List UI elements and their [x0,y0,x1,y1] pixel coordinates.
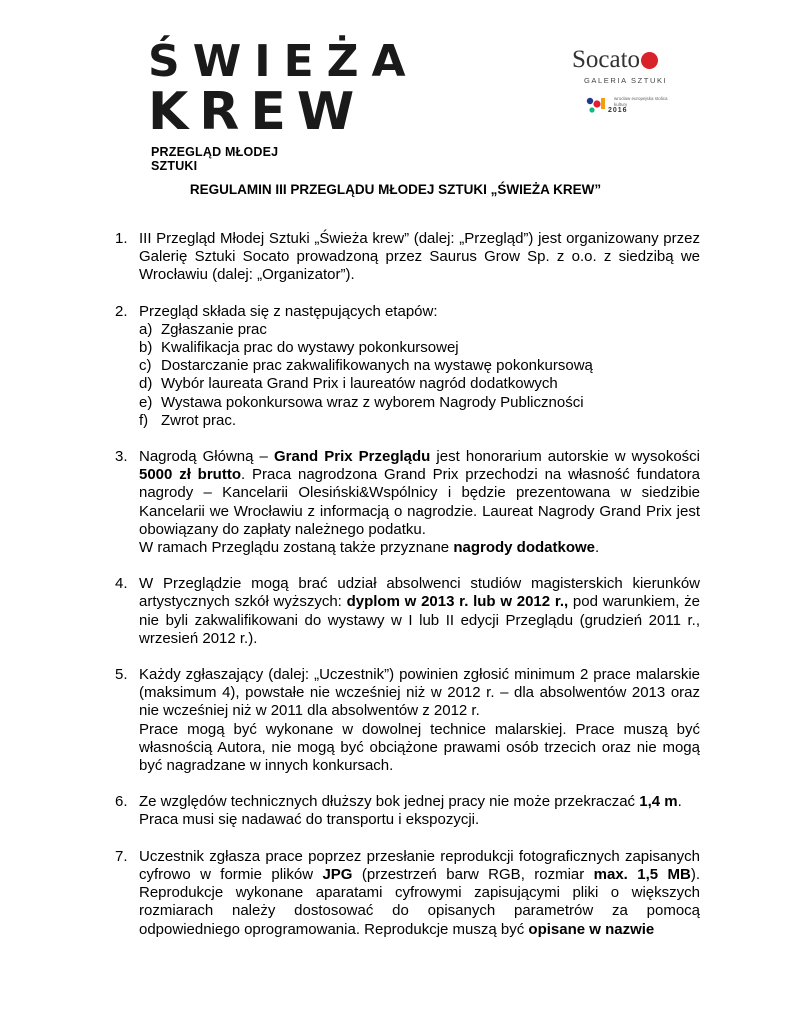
socato-subtitle: GALERIA SZTUKI [584,76,668,85]
stage-text: Wystawa pokonkursowa wraz z wyborem Nagrody Publiczności [161,393,584,411]
naming-emphasis: opisane w nazwie [528,920,655,938]
stage-letter: a) [139,320,153,338]
file-format: JPG [322,865,353,883]
max-size: 1,4 m [639,793,678,811]
stage-text: Zgłaszanie prac [161,320,267,338]
stage-text: Kwalifikacja prac do wystawy pokonkursowej [161,339,459,357]
stage-letter: e) [139,393,153,411]
stage-item [139,357,700,375]
rule-number: 2. [115,302,128,320]
stage-letter: c) [139,357,152,375]
ecok-mark-icon [586,95,608,115]
rule-number: 7. [115,847,128,865]
logo-subtitle: PRZEGLĄD MŁODEJ SZTUKI [151,145,279,173]
stage-item [139,375,700,393]
stage-letter: b) [139,339,153,357]
rule-6 [113,793,700,829]
max-file-size: max. 1,5 MB [593,865,691,883]
rule-number: 6. [115,793,128,811]
socato-logo [572,46,682,115]
rule-text: Ze względów technicznych dłuższy bok jednej pracy nie może przekraczać 1,4 m. [139,793,682,811]
socato-dot-icon [641,52,658,69]
rule-7 [113,848,700,939]
ecok-year: 2016 [608,106,628,114]
rule-text: Przegląd składa się z następujących etapów: [139,302,438,320]
ecok-text: wrocław europejska stolica kultury [614,96,668,107]
rule-text: Nagrodą Główną – Grand Prix Przeglądu jest honorarium autorskie w wysokości 5000 zł brutto. Praca nagrodzona Grand Prix przechodzi na własność fundatora nagrody – Kancelarii Olesiński&Wspólnicy i będzie prezentowana w siedzibie Kancelarii we Wrocławiu z informacją o nagrodzie. Laureat Nagrody Grand Prix jest obowiązany do zapłaty należnego podatku. [139,448,701,538]
diploma-years: dyplom w 2013 r. lub w 2012 r., [346,593,569,611]
stage-text: Zwrot prac. [161,411,237,429]
rule-text: W Przeglądzie mogą brać udział absolwenci studiów magisterskich kierunków artystycznych szkół wyższych: dyplom w 2013 r. lub w 2012 r., pod warunkiem, że nie byli zakwalifikowani do wystawy w I lub II edycji Przeglądu (grudzień 2011 r., wrzesień 2012 r.). [139,575,700,647]
rule-1 [113,230,700,285]
rule-text-extra: Praca musi się nadawać do transportu i ekspozycji. [139,811,480,829]
rule-number: 4. [115,575,128,593]
rule-4 [113,575,700,648]
swieza-krew-logo [148,36,419,173]
logo-line-1: ŚWIEŻA [148,36,419,87]
stage-item [139,394,700,412]
logo-line-2: KREW [148,82,366,142]
stage-text: Dostarczanie prac zakwalifikowanych na wystawę pokonkursową [161,357,593,375]
stage-letter: f) [139,411,149,429]
rule-text: III Przegląd Młodej Sztuki „Świeża krew” (dalej: „Przegląd”) jest organizowany przez Galerię Sztuki Socato prowadzoną przez Saurus Grow Sp. z o.o. z siedzibą we Wrocławiu (dalej: „Organizator”). [139,230,700,284]
grand-prix-emphasis: Grand Prix Przeglądu [273,448,431,466]
rule-number: 5. [115,666,128,684]
rule-text-extra: Prace mogą być wykonane w dowolnej technice malarskiej. Prace muszą być własnością Autora, nie mogą być obciążone prawami osób trzecich oraz nie mogą być nagradzane w innych konkursach. [139,720,700,775]
rule-text: Każdy zgłaszający (dalej: „Uczestnik”) powinien zgłosić minimum 2 prace malarskie (maksimum 4), powstałe nie wcześniej niż w 2012 r. – dla absolwentów 2013 oraz nie wcześniej niż w 2011 dla absolwentów z 2012 r. [139,666,700,720]
ecok-logo [572,95,682,115]
rule-5 [113,666,700,775]
rule-text: Uczestnik zgłasza prace poprzez przesłanie reprodukcji fotograficznych zapisanych cyfrowo w formie plików JPG (przestrzeń barw RGB, rozmiar max. 1,5 MB). Reprodukcje wykonane aparatami cyfrowymi zapisującymi pliki o większych rozmiarach należy dostosować do opisanych parametrów za pomocą odpowiedniego oprogramowania. Reprodukcje muszą być opisane w nazwie [139,847,700,938]
rule-number: 3. [115,448,128,466]
prize-amount: 5000 zł brutto [139,466,241,484]
stage-item [139,321,700,339]
stages-list [139,321,700,430]
stage-item [139,412,700,430]
additional-prizes-emphasis: nagrody dodatkowe [453,539,596,557]
rule-text-extra: W ramach Przeglądu zostaną także przyznane nagrody dodatkowe. [139,539,600,557]
document-title: REGULAMIN III PRZEGLĄDU MŁODEJ SZTUKI „ŚWIEŻA KREW” [189,182,602,197]
socato-brand: Socato [572,46,641,73]
stage-letter: d) [139,375,153,393]
rule-3 [113,448,700,557]
rule-number: 1. [115,230,128,247]
stage-item [139,339,700,357]
stage-text: Wybór laureata Grand Prix i laureatów nagród dodatkowych [161,375,558,393]
rule-2 [113,303,700,430]
regulations-body [113,230,700,957]
